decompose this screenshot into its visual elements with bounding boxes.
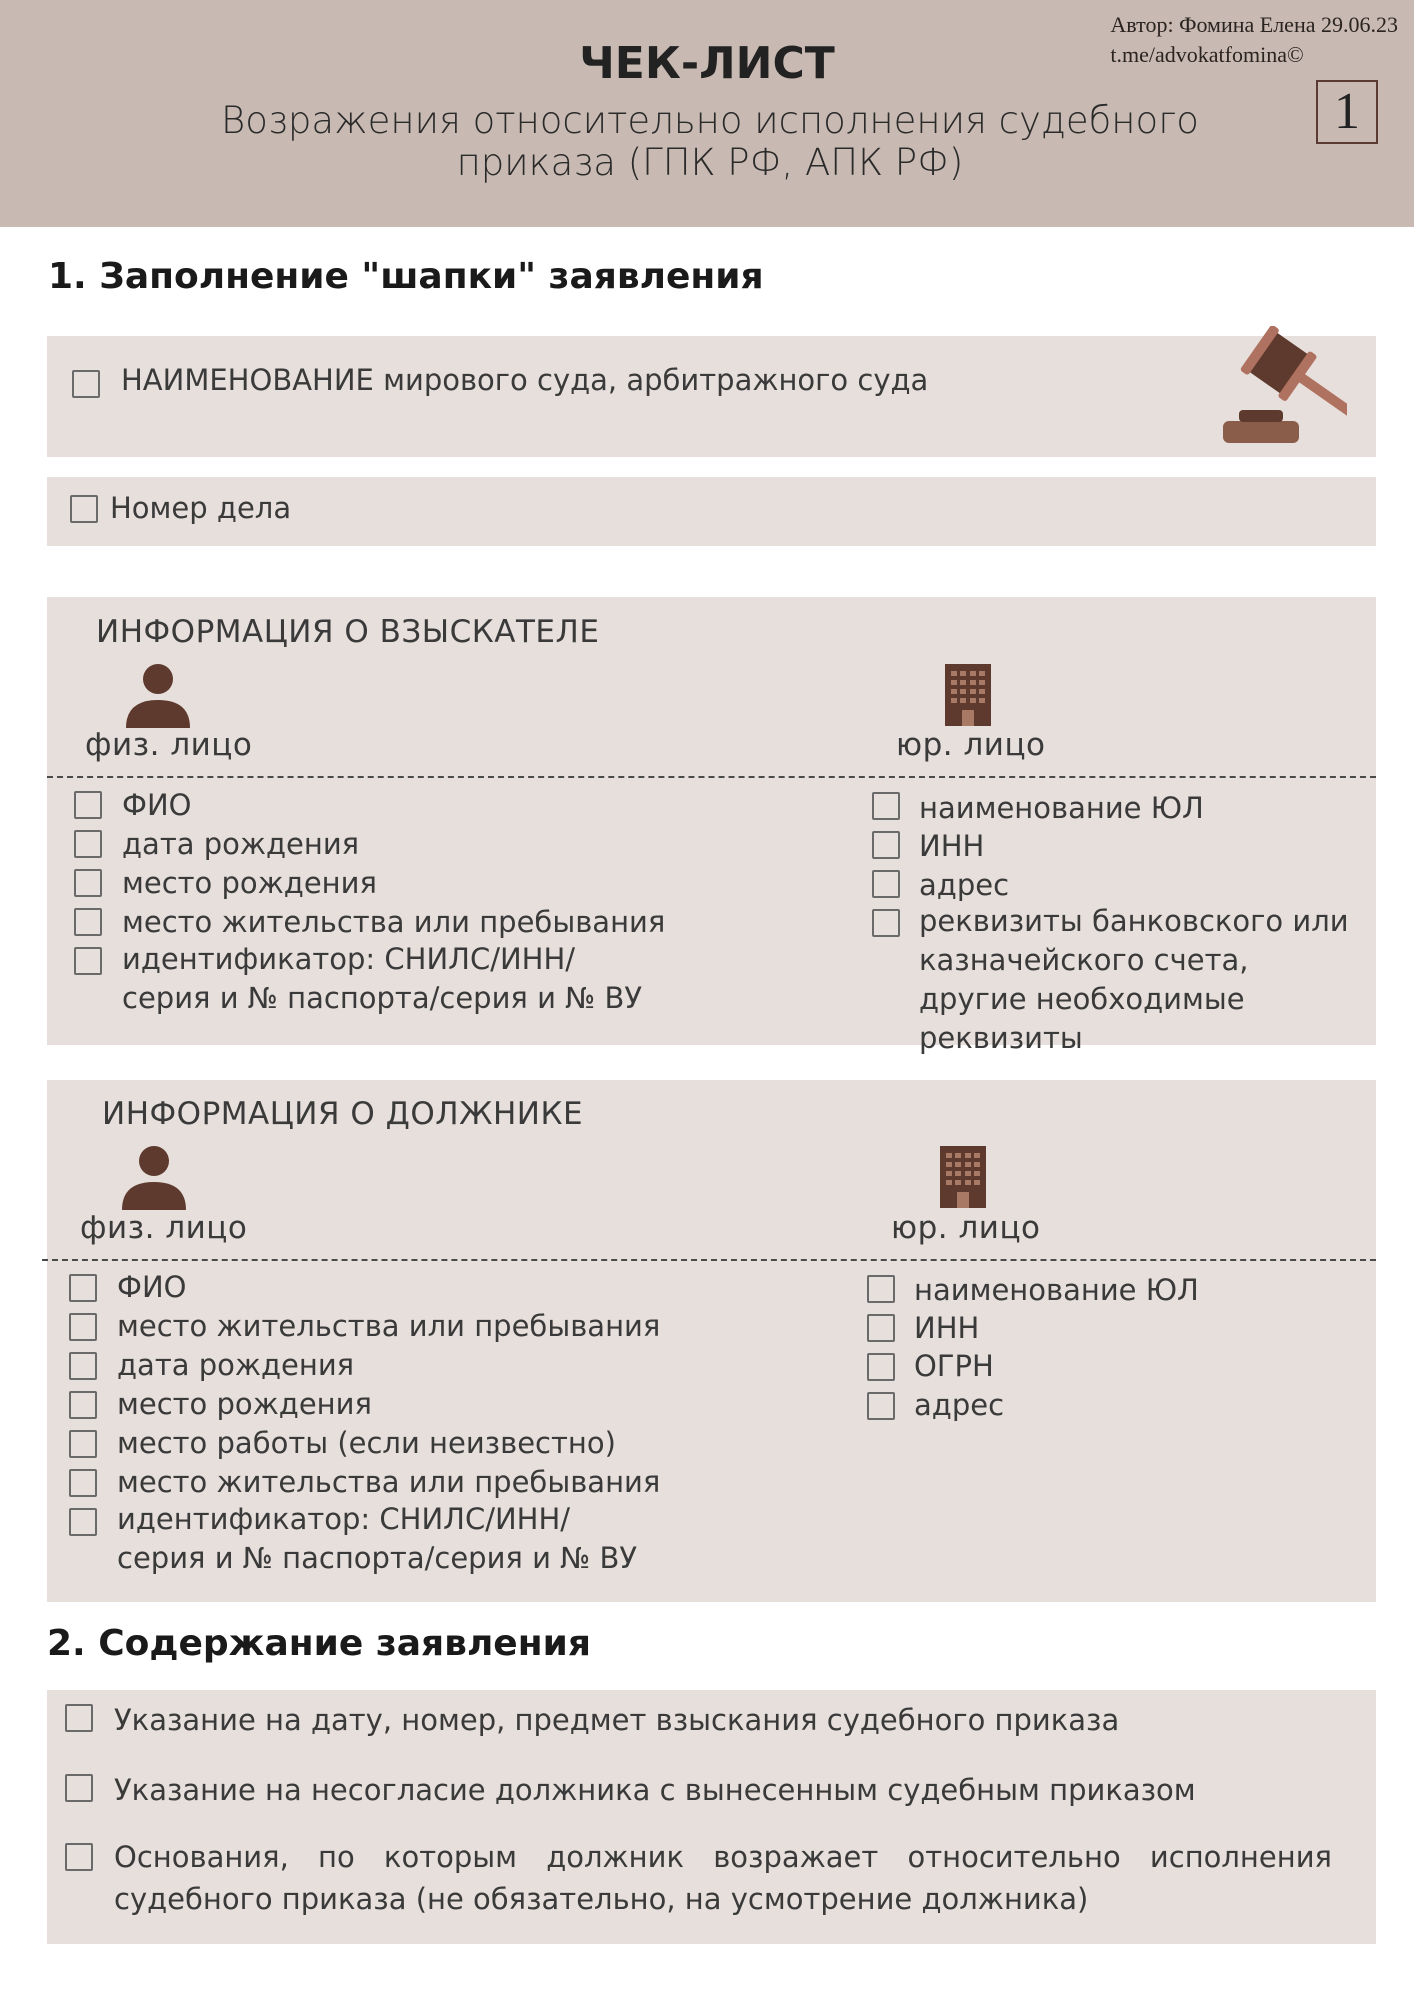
court-name-label: НАИМЕНОВАНИЕ мирового суда, арбитражного суда [121,363,929,397]
author-line: Автор: Фомина Елена 29.06.23 [1110,12,1398,37]
claimant-divider [47,776,1376,778]
debtor-item-residence: место жительства или пребывания [117,1309,661,1343]
claimant-item-birthdate: дата рождения [122,827,360,861]
court-name-box [47,336,1376,457]
checkbox-claimant-inn[interactable] [872,831,900,859]
claimant-legal-name: наименование ЮЛ [919,791,1204,825]
checkbox-claimant-birthdate[interactable] [74,830,102,858]
checkbox-debtor-residence[interactable] [69,1313,97,1341]
content-item-grounds: Основания, по которым должник возражает относительно исполнения судебного приказа (не обязательно, на усмотрение должника) [114,1840,1332,1916]
checkbox-debtor-birthdate[interactable] [69,1352,97,1380]
checkbox-debtor-residence-2[interactable] [69,1469,97,1497]
author-link[interactable]: t.me/advokatfomina© [1110,42,1304,67]
checkbox-claimant-address[interactable] [872,870,900,898]
debtor-item-birthdate: дата рождения [117,1348,355,1382]
claimant-item-birthplace: место рождения [122,866,377,900]
checkbox-debtor-identifier[interactable] [69,1508,97,1536]
claimant-info-box [47,597,1376,1055]
debtor-item-residence-2: место жительства или пребывания [117,1465,661,1499]
claimant-individual-label: физ. лицо [85,727,253,763]
checkbox-claimant-bank[interactable] [872,909,900,937]
checkbox-claimant-fio[interactable] [74,791,102,819]
debtor-legal-address: адрес [914,1388,1005,1422]
checkbox-debtor-ogrn[interactable] [867,1353,895,1381]
claimant-title: ИНФОРМАЦИЯ О ВЗЫСКАТЕЛЕ [96,614,600,650]
checkbox-debtor-legal-name[interactable] [867,1275,895,1303]
section-1-title: 1. Заполнение "шапки" заявления [48,256,764,297]
debtor-item-fio: ФИО [117,1270,187,1304]
building-icon [943,662,993,726]
case-number-box [47,477,1376,546]
person-icon [121,1144,187,1210]
debtor-legal-ogrn: ОГРН [914,1349,994,1383]
debtor-legal-label: юр. лицо [891,1210,1041,1246]
claimant-legal-label: юр. лицо [896,727,1046,763]
claimant-item-identifier: идентификатор: СНИЛС/ИНН/ серия и № паспорта/серия и № ВУ [122,942,643,1015]
page-title: ЧЕК-ЛИСТ [579,38,835,89]
debtor-individual-label: физ. лицо [80,1210,248,1246]
checkbox-debtor-fio[interactable] [69,1274,97,1302]
claimant-legal-inn: ИНН [919,829,985,863]
claimant-item-fio: ФИО [122,788,192,822]
application-content-box [47,1690,1376,1944]
claimant-legal-address: адрес [919,868,1010,902]
debtor-item-birthplace: место рождения [117,1387,372,1421]
checkbox-claimant-identifier[interactable] [74,947,102,975]
checkbox-grounds[interactable] [65,1843,93,1871]
checkbox-court-name[interactable] [72,370,100,398]
content-item-order-details: Указание на дату, номер, предмет взыскания судебного приказа [114,1703,1120,1737]
checkbox-disagreement[interactable] [65,1774,93,1802]
checkbox-claimant-residence[interactable] [74,908,102,936]
checkbox-case-number[interactable] [70,495,98,523]
checkbox-debtor-workplace[interactable] [69,1430,97,1458]
checkbox-claimant-legal-name[interactable] [872,792,900,820]
checkbox-debtor-address[interactable] [867,1392,895,1420]
debtor-title: ИНФОРМАЦИЯ О ДОЛЖНИКЕ [102,1096,584,1132]
gavel-icon [1217,326,1347,456]
building-icon [938,1144,988,1208]
header-banner [0,0,1414,227]
checkbox-order-details[interactable] [65,1704,93,1732]
debtor-item-identifier: идентификатор: СНИЛС/ИНН/ серия и № паспорта/серия и № ВУ [117,1502,638,1575]
debtor-legal-inn: ИНН [914,1311,980,1345]
checkbox-claimant-birthplace[interactable] [74,869,102,897]
debtor-item-workplace: место работы (если неизвестно) [117,1426,616,1460]
person-icon [125,662,191,728]
content-item-disagreement: Указание на несогласие должника с вынесенным судебным приказом [114,1773,1196,1807]
debtor-legal-name: наименование ЮЛ [914,1273,1199,1307]
page-subtitle: Возражения относительно исполнения судебного приказа (ГПК РФ, АПК РФ) [221,99,1199,184]
debtor-info-box [47,1080,1376,1602]
checkbox-debtor-inn[interactable] [867,1314,895,1342]
claimant-item-residence: место жительства или пребывания [122,905,666,939]
checkbox-debtor-birthplace[interactable] [69,1391,97,1419]
claimant-legal-bank: реквизиты банковского или казначейского счета, другие необходимые реквизиты [919,904,1349,1055]
page-number: 1 [1316,80,1378,144]
case-number-label: Номер дела [110,491,292,525]
section-2-title: 2. Содержание заявления [47,1623,591,1664]
debtor-divider [42,1259,1376,1261]
